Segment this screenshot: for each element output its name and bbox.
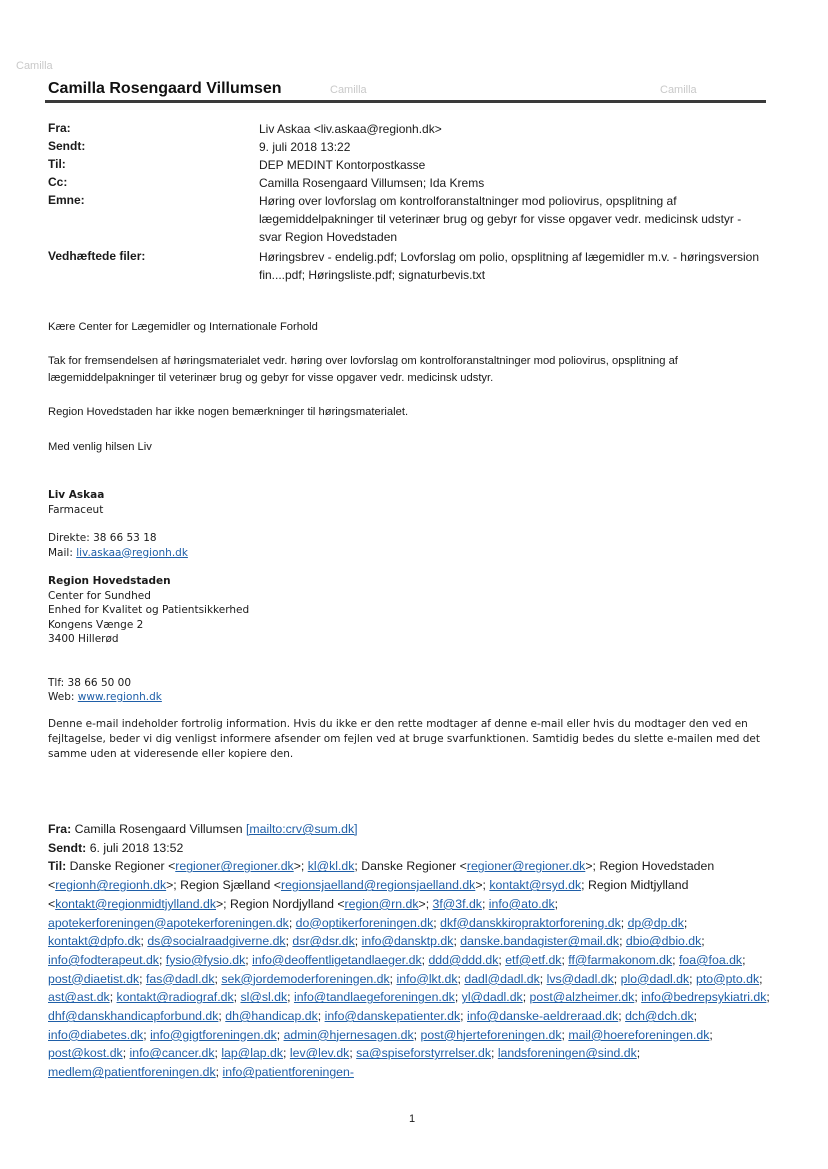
recipient-email-link[interactable]: info@bedrepsykiatri.dk [641,990,767,1005]
recipient-email-link[interactable]: post@diaetist.dk [48,971,140,986]
phone-number: 38 66 50 00 [67,676,132,689]
mail-link[interactable]: liv.askaa@regionh.dk [76,546,188,559]
from-label: Fra: [48,121,71,135]
forwarded-message [48,820,778,1082]
forwarded-sent-value: 6. juli 2018 13:52 [89,840,184,855]
recipient-separator: >; [418,896,433,911]
body-paragraph-2: Region Hovedstaden har ikke nogen bemærkninger til høringsmaterialet. [48,406,409,418]
forwarded-mailto-link[interactable]: [mailto:crv@sum.dk] [246,822,358,836]
title-divider [45,100,766,103]
recipient-email-link[interactable]: regionsjaelland@regionsjaelland.dk [280,878,476,893]
recipient-separator: ; [139,971,146,986]
recipient-separator: ; [214,1046,222,1061]
page-title: Camilla Rosengaard Villumsen [48,80,282,97]
recipient-separator: ; [413,1027,421,1042]
recipient-email-link[interactable]: danske.bandagister@mail.dk [460,934,620,949]
recipient-separator: ; [554,896,559,911]
recipient-separator: ; [620,915,628,930]
disclaimer: Denne e-mail indeholder fortrolig information. Hvis du ikke er den rette modtager af denne e-mail eller hvis du modtager den ved en fejltagelse, beder vi dig venligst informere afsender om fejlen ved at bruge svarfunktionen. Samtidig bedes du slette e-mailen med det samme uden at videresende eller kopiere den. [48,718,760,760]
recipient-separator: ; [618,1009,626,1024]
recipient-email-link[interactable]: dhf@danskhandicapforbund.dk [48,1009,219,1024]
recipient-email-link[interactable]: dbio@dbio.dk [625,934,702,949]
recipient-email-link[interactable]: kontakt@regionmidtjylland.dk [55,896,216,911]
recipient-email-link[interactable]: info@dansktp.dk [361,934,454,949]
recipient-separator: ; [218,1009,226,1024]
recipient-separator: >; [293,859,308,874]
recipient-separator: >; [166,878,181,893]
forwarded-sent [48,839,778,858]
recipient-separator: ; [613,971,621,986]
sent-value: 9. juli 2018 13:22 [259,140,351,154]
recipient-email-link[interactable]: dp@dp.dk [627,915,684,930]
recipient-separator: ; [460,1009,467,1024]
recipient-email-link[interactable]: 3f@3f.dk [432,896,482,911]
recipient-separator: ; [766,990,770,1005]
recipient-separator: ; [389,971,397,986]
recipient-email-link[interactable]: landsforeningen@sind.dk [497,1046,637,1061]
recipient-separator: ; [288,915,296,930]
signature-mail [48,546,249,561]
subject-label: Emne: [48,193,85,207]
signature-name: Liv Askaa [48,489,105,501]
recipient-email-link[interactable]: info@danske-aeldreraad.dk [466,1009,619,1024]
recipient-email-link[interactable]: dh@handicap.dk [225,1009,318,1024]
recipient-separator: ; [561,952,569,967]
recipient-separator: >; [216,896,231,911]
recipient-email-link[interactable]: plo@dadl.dk [620,971,690,986]
direct-label: Direkte: [48,532,90,544]
forwarded-to-label: Til: [48,859,67,874]
recipient-email-link[interactable]: lev@lev.dk [289,1046,350,1061]
closing: Med venlig hilsen Liv [48,441,152,453]
recipient-separator: ; [709,1027,713,1042]
recipient-separator: ; [317,1009,325,1024]
recipient-email-link[interactable]: dsr@dsr.dk [292,934,355,949]
phone-label: Tlf: [48,676,65,689]
recipient-separator: >; [475,878,490,893]
recipient-separator: ; [561,1027,569,1042]
recipient-separator: ; [354,934,362,949]
recipient-email-link[interactable]: post@hjerteforeningen.dk [420,1027,562,1042]
cc-label: Cc: [48,175,68,189]
page-number: 1 [409,1113,416,1125]
scan-noise-left: Camilla [16,60,53,72]
recipient-email-link[interactable]: sa@spiseforstyrrelser.dk [356,1046,491,1061]
recipient-email-link[interactable]: info@fodterapeut.dk [48,952,159,967]
recipient-email-link[interactable]: dadl@dadl.dk [464,971,540,986]
recipient-separator: ; [158,952,166,967]
recipient-email-link[interactable]: regioner@regioner.dk [466,859,586,874]
recipient-email-link[interactable]: kontakt@rsyd.dk [489,878,582,893]
recipient-separator: ; [214,971,222,986]
recipient-email-link[interactable]: dkf@danskkiropraktorforening.dk [440,915,621,930]
cc-value: Camilla Rosengaard Villumsen; Ida Krems [259,176,485,190]
signature-web [48,690,249,705]
recipient-separator: ; [454,990,462,1005]
attachments-label: Vedhæftede filer: [48,249,146,263]
recipient-separator: ; [683,915,688,930]
recipient-email-link[interactable]: pto@pto.dk [696,971,760,986]
recipient-separator: ; [287,990,294,1005]
recipient-email-link[interactable]: info@cancer.dk [129,1046,215,1061]
recipient-separator: ; [276,1027,284,1042]
recipient-separator: ; [581,878,588,893]
signature-block [48,488,249,705]
recipient-email-link[interactable]: foa@foa.dk [678,952,743,967]
recipient-separator: ; [634,990,642,1005]
signature-role: Farmaceut [48,503,104,516]
recipient-email-link[interactable]: sek@jordemoderforeningen.dk [221,971,390,986]
recipient-email-link[interactable]: sl@sl.dk [240,990,288,1005]
recipient-separator: ; [522,990,530,1005]
recipient-name: Region Midtjylland < [48,878,689,911]
web-label: Web: [48,691,75,703]
to-label: Til: [48,157,66,171]
recipient-email-link[interactable]: do@optikerforeningen.dk [295,915,434,930]
signature-org: Region Hovedstaden [48,575,171,587]
recipient-separator: ; [140,934,148,949]
recipient-email-link[interactable]: lvs@dadl.dk [546,971,614,986]
recipient-email-link[interactable]: info@danskepatienter.dk [324,1009,461,1024]
recipient-separator: ; [619,934,626,949]
recipient-email-link[interactable]: regionh@regionh.dk [55,878,167,893]
recipient-email-link[interactable]: ds@socialraadgiverne.dk [147,934,286,949]
recipient-separator: ; [490,1046,498,1061]
signature-address-3: Kongens Vænge 2 [48,618,144,631]
recipient-email-link[interactable]: lap@lap.dk [221,1046,284,1061]
recipient-email-link[interactable]: etf@etf.dk [505,952,562,967]
recipient-email-link[interactable]: info@deoffentligetandlaeger.dk [252,952,422,967]
recipient-email-link[interactable]: ddd@ddd.dk [428,952,499,967]
recipient-separator: >; [585,859,600,874]
recipient-email-link[interactable]: info@lkt.dk [396,971,458,986]
signature-address-1: Center for Sundhed [48,589,151,602]
recipient-email-link[interactable]: region@rn.dk [344,896,419,911]
recipient-name: Danske Regioner < [69,859,176,874]
recipient-email-link[interactable]: apotekerforeningen@apotekerforeningen.dk [48,915,289,930]
direct-number: 38 66 53 18 [93,532,157,544]
recipient-separator: ; [285,934,293,949]
recipient-email-link[interactable]: info@patientforeningen- [222,1065,354,1080]
recipient-email-link[interactable]: admin@hjernesagen.dk [283,1027,414,1042]
recipient-separator: ; [421,952,429,967]
recipient-email-link[interactable]: fas@dadl.dk [145,971,215,986]
recipient-separator: ; [539,971,547,986]
recipient-separator: ; [122,1046,130,1061]
recipient-email-link[interactable]: post@alzheimer.dk [529,990,635,1005]
recipient-separator: ; [283,1046,290,1061]
recipient-separator: ; [498,952,506,967]
recipient-separator: ; [143,1027,151,1042]
recipient-separator: ; [693,1009,698,1024]
to-value: DEP MEDINT Kontorpostkasse [259,158,426,172]
recipient-email-link[interactable]: info@gigtforeningen.dk [150,1027,277,1042]
recipient-separator: ; [215,1065,223,1080]
forwarded-from-name: Camilla Rosengaard Villumsen [74,822,243,836]
sent-label: Sendt: [48,139,86,153]
recipient-email-link[interactable]: regioner@regioner.dk [175,859,294,874]
recipient-email-link[interactable]: fysio@fysio.dk [165,952,246,967]
recipient-separator: ; [457,971,465,986]
attachments-value[interactable]: Høringsbrev - endelig.pdf; Lovforslag om polio, opsplitning af lægemidler m.v. - høringsversion fin....pdf; Høringsliste.pdf; signaturbevis.txt [259,250,759,282]
mail-label: Mail: [48,546,73,559]
recipient-separator: ; [481,896,489,911]
recipient-separator: ; [689,971,697,986]
signature-direct [48,531,249,546]
recipient-separator: ; [245,952,253,967]
subject-value: Høring over lovforslag om kontrolforanstaltninger mod poliovirus, opsplitning af lægemiddelpakninger til veterinær brug og gebyr for visse opgaver vedr. medicinsk udstyr - svar Region Hovedstaden [259,194,742,244]
from-value: Liv Askaa <liv.askaa@regionh.dk> [259,122,442,136]
greeting: Kære Center for Lægemidler og Internationale Forhold [48,321,318,333]
web-link[interactable]: www.regionh.dk [77,691,162,703]
signature-address-4: 3400 Hillerød [48,633,119,645]
recipient-name: Region Hovedstaden < [48,859,715,893]
recipient-email-link[interactable]: ff@farmakonom.dk [568,952,673,967]
signature-address-2: Enhed for Kvalitet og Patientsikkerhed [48,604,250,616]
forwarded-from-label: Fra: [48,822,72,836]
recipient-separator: ; [349,1046,357,1061]
recipient-name: Region Nordjylland < [230,896,345,911]
recipient-separator: ; [453,934,461,949]
recipient-name: Region Sjælland < [180,878,281,893]
recipient-email-link[interactable]: dch@dch.dk [625,1009,694,1024]
forwarded-to [48,857,778,1081]
recipient-email-link[interactable]: yl@dadl.dk [461,990,523,1005]
recipient-list [48,859,770,1079]
recipient-separator: ; [433,915,441,930]
recipient-separator: ; [636,1046,641,1061]
recipient-email-link[interactable]: info@diabetes.dk [48,1027,144,1042]
recipient-email-link[interactable]: kl@kl.dk [307,859,355,874]
signature-phone [48,676,249,691]
recipient-email-link[interactable]: kontakt@radiograf.dk [116,990,234,1005]
recipient-separator: ; [354,859,362,874]
recipient-email-link[interactable]: post@kost.dk [48,1046,123,1061]
scan-noise-right: Camilla [660,84,697,96]
recipient-separator: ; [109,990,117,1005]
forwarded-sent-label: Sendt: [48,840,87,855]
recipient-separator: ; [672,952,679,967]
recipient-email-link[interactable]: mail@hoereforeningen.dk [568,1027,710,1042]
recipient-email-link[interactable]: info@ato.dk [488,896,555,911]
recipient-separator: ; [233,990,241,1005]
recipient-email-link[interactable]: ast@ast.dk [48,990,110,1005]
recipient-separator: ; [701,934,705,949]
recipient-separator: ; [759,971,763,986]
forwarded-from [48,820,778,839]
recipient-name: Danske Regioner < [361,859,467,874]
scan-noise-mid: Camilla [330,84,367,96]
recipient-email-link[interactable]: medlem@patientforeningen.dk [48,1065,216,1080]
recipient-email-link[interactable]: kontakt@dpfo.dk [48,934,141,949]
recipient-email-link[interactable]: info@tandlaegeforeningen.dk [293,990,455,1005]
body-paragraph-1: Tak for fremsendelsen af høringsmaterialet vedr. høring over lovforslag om kontrolforanstaltninger mod poliovirus, opsplitning af lægemiddelpakninger til veterinær brug og gebyr for visse opgaver vedr. medicinsk udstyr. [48,355,678,384]
recipient-separator: ; [742,952,746,967]
